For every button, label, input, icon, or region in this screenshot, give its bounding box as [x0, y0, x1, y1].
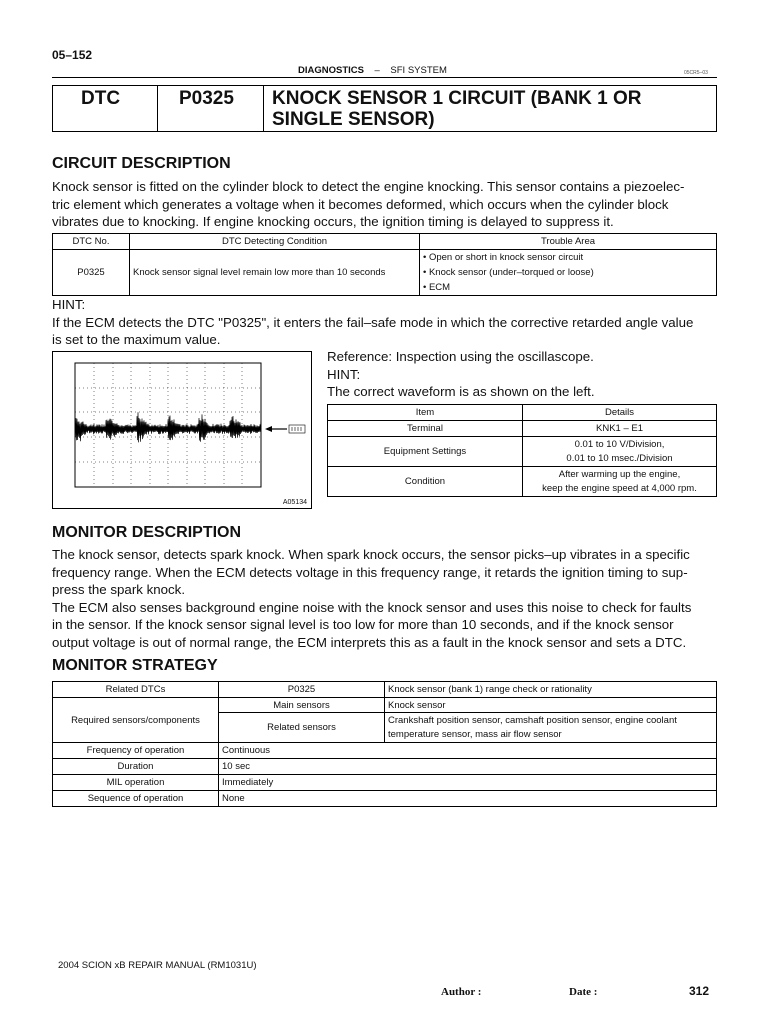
strategy-value: P0325 [219, 682, 385, 698]
strategy-label: Frequency of operation [53, 743, 219, 759]
strategy-label: Related DTCs [53, 682, 219, 698]
circuit-line-3: vibrates due to knocking. If engine knocking occurs, the ignition timing is delayed to suppress it. [52, 214, 614, 229]
page-code: 05–152 [52, 48, 93, 62]
dtc-title-box [52, 85, 717, 132]
running-header [298, 65, 447, 76]
strategy-label: MIL operation [53, 775, 219, 791]
monitor-line: The knock sensor, detects spark knock. When spark knock occurs, the sensor picks–up vibrates in a specific [52, 547, 690, 562]
header-rule [52, 77, 717, 78]
dtc-table-header-area: Trouble Area [420, 234, 717, 250]
scope-detail-line: 0.01 to 10 V/Division, [574, 438, 665, 450]
scope-detail-line: keep the engine speed at 4,000 rpm. [542, 482, 697, 494]
dtc-table [52, 233, 717, 296]
scope-row-item: Condition [328, 467, 523, 497]
strategy-label: Required sensors/components [53, 698, 219, 743]
scope-row-details [523, 467, 717, 497]
circuit-description-text [52, 178, 718, 231]
date-label: Date : [569, 986, 598, 998]
page-number: 312 [689, 984, 710, 998]
dtc-title [272, 88, 712, 130]
reference-text: Reference: Inspection using the oscillascope. [327, 349, 594, 364]
manual-footer: 2004 SCION xB REPAIR MANUAL (RM1031U) [58, 960, 257, 971]
scope-settings-table [327, 404, 717, 497]
author-label: Author : [441, 986, 482, 998]
monitor-line: The ECM also senses background engine noise with the knock sensor and uses this noise to check for faults [52, 599, 692, 615]
dtc-title-line-2: SINGLE SENSOR) [272, 109, 435, 130]
hint-block [52, 296, 718, 349]
monitor-description-heading: MONITOR DESCRIPTION [52, 524, 242, 541]
dtc-table-header-condition: DTC Detecting Condition [130, 234, 420, 250]
hint-label: HINT: [52, 297, 86, 312]
related-sensors-line: temperature sensor, mass air flow sensor [388, 728, 562, 740]
hint-line-2: is set to the maximum value. [52, 332, 221, 347]
monitor-line: press the spark knock. [52, 582, 186, 597]
dtc-label: DTC [81, 88, 121, 109]
reference-block [327, 348, 595, 401]
dtc-table-condition: Knock sensor signal level remain low more than 10 seconds [130, 250, 420, 296]
trouble-area-item: • Knock sensor (under–torqued or loose) [423, 267, 594, 278]
strategy-value: Immediately [219, 775, 717, 791]
strategy-value: Knock sensor [385, 698, 717, 713]
monitor-description-text [52, 546, 718, 651]
scope-row-details: KNK1 – E1 [523, 421, 717, 437]
trouble-area-item: • ECM [423, 282, 451, 293]
figure-id: A05134 [282, 499, 307, 506]
dtc-label-cell [53, 86, 158, 131]
section-title: DIAGNOSTICS [298, 65, 364, 76]
dtc-code: P0325 [179, 88, 234, 109]
oscilloscope-waveform [53, 352, 311, 508]
monitor-line: output voltage is out of normal range, the ECM interprets this as a fault in the knock sensor and sets a DTC. [52, 634, 687, 650]
strategy-value: Continuous [219, 743, 717, 759]
dtc-table-code: P0325 [53, 250, 130, 296]
dtc-title-line-1: KNOCK SENSOR 1 CIRCUIT (BANK 1 OR [272, 88, 642, 109]
strategy-label: Duration [53, 759, 219, 775]
strategy-value: None [219, 791, 717, 807]
system-title: SFI SYSTEM [390, 65, 447, 76]
strategy-label: Sequence of operation [53, 791, 219, 807]
strategy-value: Knock sensor (bank 1) range check or rationality [385, 682, 717, 698]
circuit-description-heading: CIRCUIT DESCRIPTION [52, 155, 231, 172]
circuit-line-2: tric element which generates a voltage when it becomes deformed, which occurs when the cylinder block [52, 196, 669, 212]
strategy-sublabel: Related sensors [219, 713, 385, 743]
reference-hint-text: The correct waveform is as shown on the left. [327, 384, 595, 399]
reference-hint-label: HINT: [327, 366, 361, 382]
doc-code: 05CR5–03 [684, 70, 708, 76]
dtc-table-header-no: DTC No. [53, 234, 130, 250]
scope-row-details [523, 437, 717, 467]
header-dash: – [374, 65, 380, 76]
trouble-area-item: • Open or short in knock sensor circuit [423, 252, 584, 263]
dtc-table-areas [420, 250, 717, 296]
monitor-line: in the sensor. If the knock sensor signal level is too low for more than 10 seconds, and if the knock sensor [52, 617, 674, 632]
monitor-strategy-heading: MONITOR STRATEGY [52, 657, 218, 674]
waveform-figure [52, 351, 312, 509]
dtc-code-cell [157, 86, 264, 131]
strategy-sublabel: Main sensors [219, 698, 385, 713]
scope-table-header-details: Details [523, 405, 717, 421]
strategy-value [385, 713, 717, 743]
related-sensors-line: Crankshaft position sensor, camshaft position sensor, engine coolant [388, 714, 677, 726]
strategy-value: 10 sec [219, 759, 717, 775]
scope-detail-line: 0.01 to 10 msec./Division [566, 452, 673, 464]
monitor-strategy-table [52, 681, 717, 807]
circuit-line-1: Knock sensor is fitted on the cylinder block to detect the engine knocking. This sensor contains a piezoelec- [52, 179, 685, 194]
scope-row-item: Equipment Settings [328, 437, 523, 467]
scope-row-item: Terminal [328, 421, 523, 437]
scope-table-header-item: Item [328, 405, 523, 421]
hint-line-1: If the ECM detects the DTC "P0325", it enters the fail–safe mode in which the corrective retarded angle value [52, 314, 694, 330]
scope-detail-line: After warming up the engine, [558, 468, 681, 480]
monitor-line: frequency range. When the ECM detects voltage in this frequency range, it retards the ignition timing to sup- [52, 564, 688, 580]
